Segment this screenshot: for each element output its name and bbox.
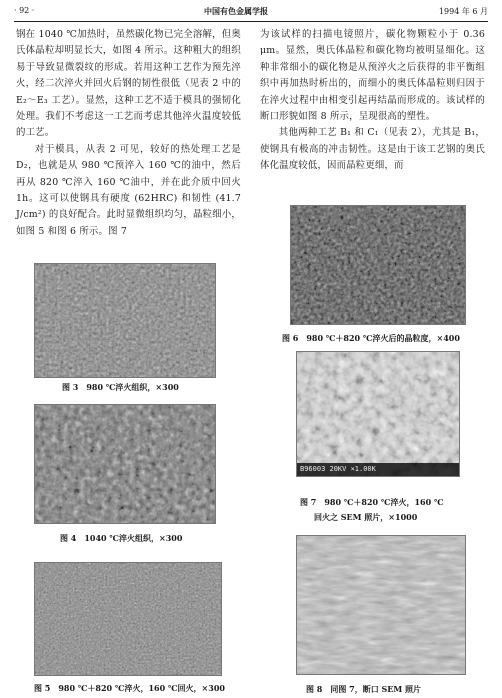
figure-3-micrograph (34, 263, 216, 378)
sem-image (297, 536, 465, 674)
sem-image (297, 352, 459, 476)
figure-4-micrograph (34, 404, 216, 524)
figure-7-sem (296, 351, 460, 477)
micrograph-image (35, 563, 221, 675)
paragraph: 其他两种工艺 B₁ 和 C₁（见表 2），尤其是 B₁，使钢具有极高的冲击韧性。这是由于该工艺钢的奥氏体化温度较低，因而晶粒更细，而 (260, 127, 485, 172)
figure-6-caption: 图 6 980 ℃＋820 ℃淬火后的晶粒度，×400 (282, 333, 460, 343)
header-rule (14, 21, 488, 22)
figure-7-caption-line2: 回火之 SEM 照片，×1000 (314, 512, 418, 522)
figure-5-caption: 图 5 980 ℃＋820 ℃淬火，160 ℃回火，×300 (34, 683, 225, 693)
figure-5-micrograph (34, 562, 222, 676)
figure-3-caption: 图 3 980 ℃淬火组织，×300 (62, 382, 179, 392)
paragraph: 钢在 1040 ℃加热时，虽然碳化物已完全溶解，但奥氏体晶粒却明显长大，如图 4 所示。这种粗大的组织易于导致显微裂纹的形成。若用这种工艺作为预先淬火，经二次淬火并回火后钢的韧性很低（见表 2 中的 E₂～E₃ 工艺）。显然，这种工艺不适于模具的强韧化处理。我们不考虑这一工艺而考虑其他淬火温度较低的工艺。 (16, 29, 241, 139)
left-column-text (16, 27, 241, 240)
figure-6-micrograph (290, 205, 466, 325)
micrograph-image (291, 206, 465, 324)
paragraph: 为该试样的扫描电镜照片，碳化物颗粒小于 0.36 μm。显然，奥氏体晶粒和碳化物均被明显细化。这种非常细小的碳化物是从预淬火之后获得的非平衡组织中再加热时析出的，而细小的奥氏体晶粒则归因于在淬火过程中由相变引起再结晶而形成的。该试样的断口形貌如图 8 所示，呈现很高的塑性。 (260, 29, 485, 123)
micrograph-image (35, 264, 215, 377)
figure-8-sem (296, 535, 466, 675)
micrograph-image (35, 405, 215, 523)
page-header (14, 6, 488, 20)
sem-info-bar: B96003 20KV ×1.00K (297, 463, 459, 476)
paragraph: 对于模具，从表 2 可见，较好的热处理工艺是 D₂，也就是从 980 ℃预淬入 160 ℃的油中，然后再从 820 ℃淬入 160 ℃油中，并在此介质中回火 1h。这可以使钢具有硬度 (62HRC) 和韧性 (41.7 J/cm²) 的良好配合。此时显微组织均匀，晶粒细小，如图 5 和图 6 所示。图 7 (16, 143, 241, 237)
right-column-text (260, 27, 485, 175)
journal-title: 中国有色金属学报 (204, 6, 268, 16)
figure-4-caption: 图 4 1040 ℃淬火组织，×300 (60, 533, 183, 543)
issue-date: 1994 年 6 月 (438, 7, 488, 16)
figure-7-caption: 图 7 980 ℃＋820 ℃淬火，160 ℃ (300, 497, 444, 507)
page-number: · 92 · (14, 6, 35, 15)
figure-8-caption: 图 8 同图 7，断口 SEM 照片 (306, 684, 422, 694)
